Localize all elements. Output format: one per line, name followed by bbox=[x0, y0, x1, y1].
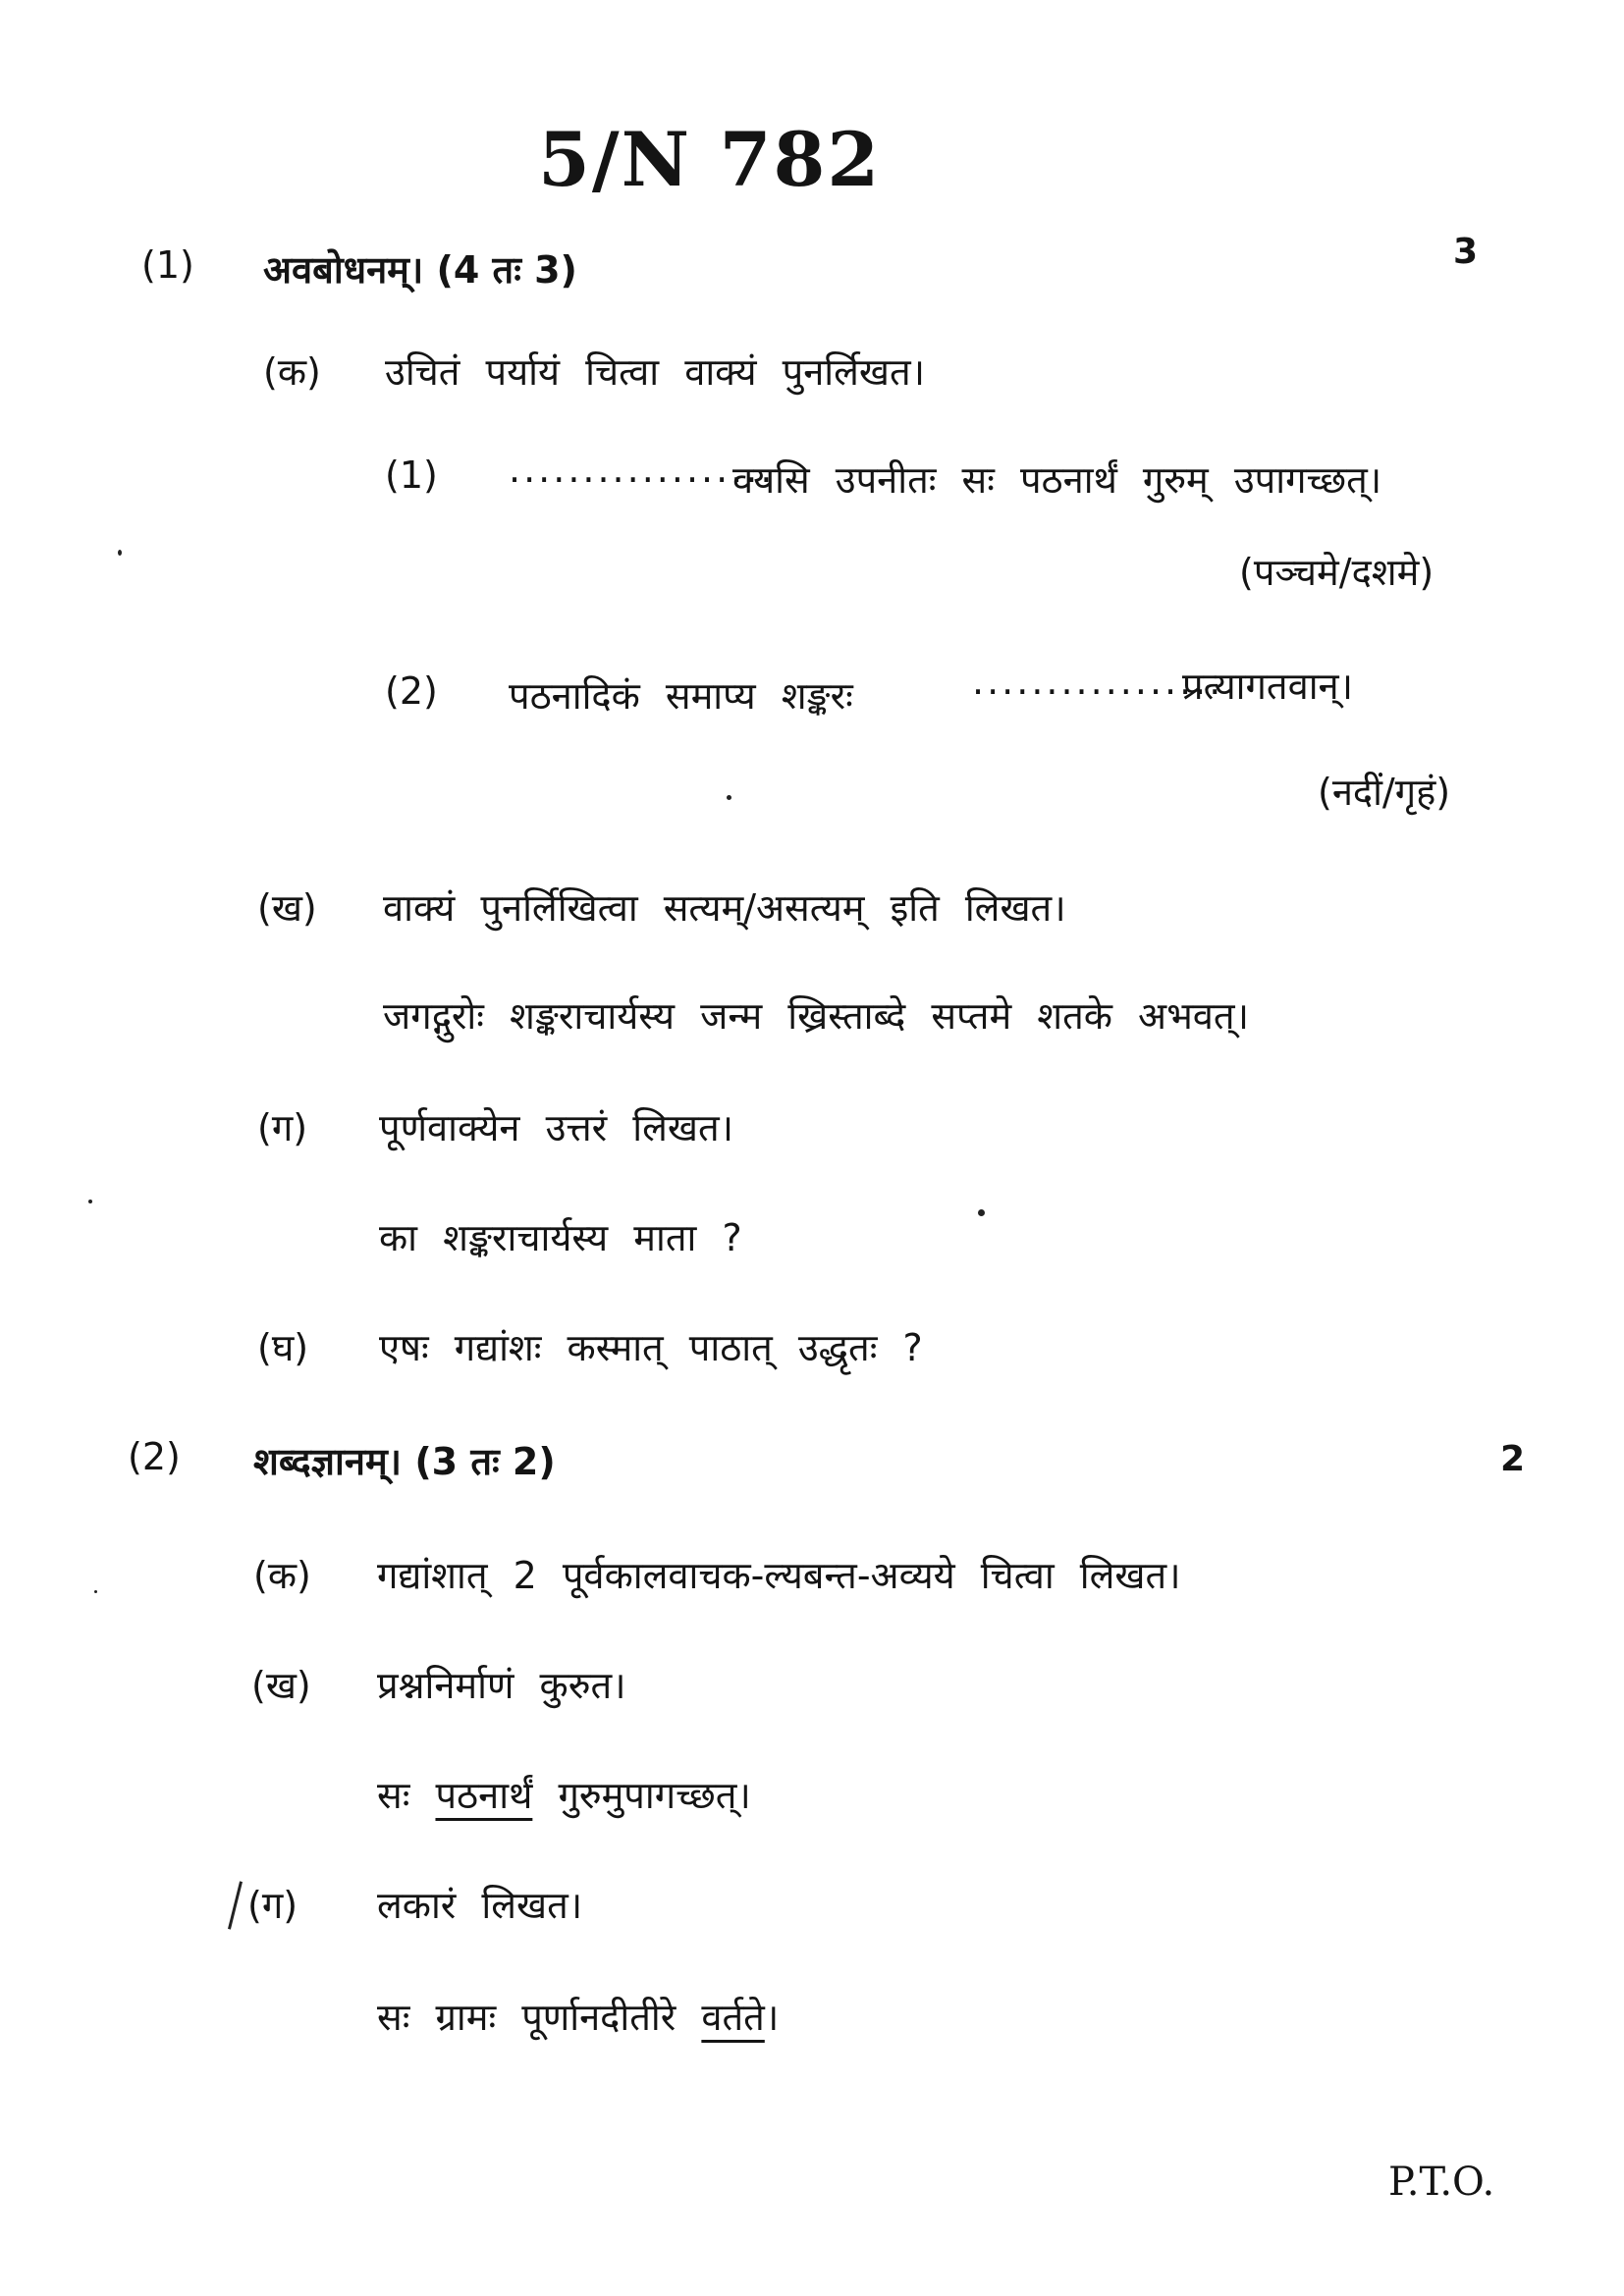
q1-ka-item-1-number: (1) bbox=[385, 454, 438, 497]
q1-kha-label: (ख) bbox=[257, 886, 317, 930]
question-2-number: (2) bbox=[128, 1435, 181, 1478]
margin-tick-mark bbox=[228, 1881, 243, 1929]
q2-kha-sentence-post: गुरुमुपागच्छत्। bbox=[558, 1774, 751, 1817]
q2-kha-underlined-word: पठनार्थं bbox=[435, 1774, 533, 1817]
question-1-marks: 3 bbox=[1453, 232, 1479, 272]
q2-ga-sentence-post: । bbox=[764, 1996, 780, 2039]
q2-ga-label: (ग) bbox=[247, 1884, 298, 1927]
q1-ka-label: (क) bbox=[263, 350, 321, 394]
q2-ka-instruction: गद्यांशात् 2 पूर्वकालवाचक-ल्यबन्त-अव्यये चित्वा लिखत। bbox=[377, 1554, 1181, 1597]
question-1-number: (1) bbox=[141, 243, 194, 287]
q1-ka-item-2-text-after: प्रत्यागतवान्। bbox=[1182, 665, 1354, 708]
question-1-title: अवबोधनम्। (4 तः 3) bbox=[263, 248, 577, 292]
scan-speck bbox=[978, 1209, 985, 1216]
scan-speck bbox=[727, 795, 731, 800]
q1-ga-label: (ग) bbox=[257, 1106, 308, 1149]
q1-kha-instruction: वाक्यं पुनर्लिखित्वा सत्यम्/असत्यम् इति लिखत। bbox=[383, 886, 1066, 930]
q1-ka-instruction: उचितं पर्यायं चित्वा वाक्यं पुनर्लिखत। bbox=[385, 350, 926, 394]
scan-speck bbox=[118, 550, 122, 556]
q1-ga-question: का शङ्कराचार्यस्य माता ? bbox=[379, 1216, 742, 1259]
question-2-title: शब्दज्ञानम्। (3 तः 2) bbox=[253, 1440, 556, 1483]
scan-speck bbox=[88, 1200, 92, 1203]
q1-ka-item-2-number: (2) bbox=[385, 669, 438, 713]
q2-kha-instruction: प्रश्ननिर्माणं कुरुत। bbox=[377, 1664, 626, 1707]
question-2-marks: 2 bbox=[1500, 1439, 1526, 1479]
q1-kha-sentence: जगद्गुरोः शङ्कराचार्यस्य जन्म ख्रिस्ताब्दे सप्तमे शतके अभवत्। bbox=[383, 994, 1249, 1038]
q1-gha-question: एषः गद्यांशः कस्मात् पाठात् उद्धृतः ? bbox=[379, 1326, 923, 1369]
q1-ka-item-1-blank: .................. bbox=[509, 448, 776, 491]
q1-ka-item-1-text: वयसि उपनीतः सः पठनार्थं गुरुम् उपागच्छत्। bbox=[732, 458, 1382, 502]
q1-ka-item-2-text-before: पठनादिकं समाप्य शङ्करः bbox=[509, 674, 853, 718]
q2-ga-instruction: लकारं लिखत। bbox=[377, 1884, 583, 1927]
scan-speck bbox=[94, 1590, 97, 1593]
q2-ga-sentence bbox=[377, 1991, 779, 2042]
pto-note: P.T.O. bbox=[1388, 2160, 1495, 2205]
q2-ga-underlined-word: वर्तते bbox=[701, 1996, 765, 2039]
q1-ka-item-2-options: (नदीं/गृहं) bbox=[1318, 771, 1451, 814]
q1-gha-label: (घ) bbox=[257, 1326, 309, 1369]
q1-ga-instruction: पूर्णवाक्येन उत्तरं लिखत। bbox=[379, 1106, 734, 1149]
q2-kha-sentence-pre: सः bbox=[377, 1774, 410, 1817]
paper-code: 5/N 782 bbox=[538, 116, 882, 203]
q1-ka-item-2-blank: ................. bbox=[972, 660, 1224, 703]
q2-ka-label: (क) bbox=[253, 1554, 311, 1597]
q2-kha-sentence bbox=[377, 1769, 751, 1820]
q2-kha-label: (ख) bbox=[251, 1664, 311, 1707]
q1-ka-item-1-options: (पञ्चमे/दशमे) bbox=[1239, 551, 1435, 594]
q2-ga-sentence-pre: सः ग्रामः पूर्णानदीतीरे bbox=[377, 1996, 677, 2039]
